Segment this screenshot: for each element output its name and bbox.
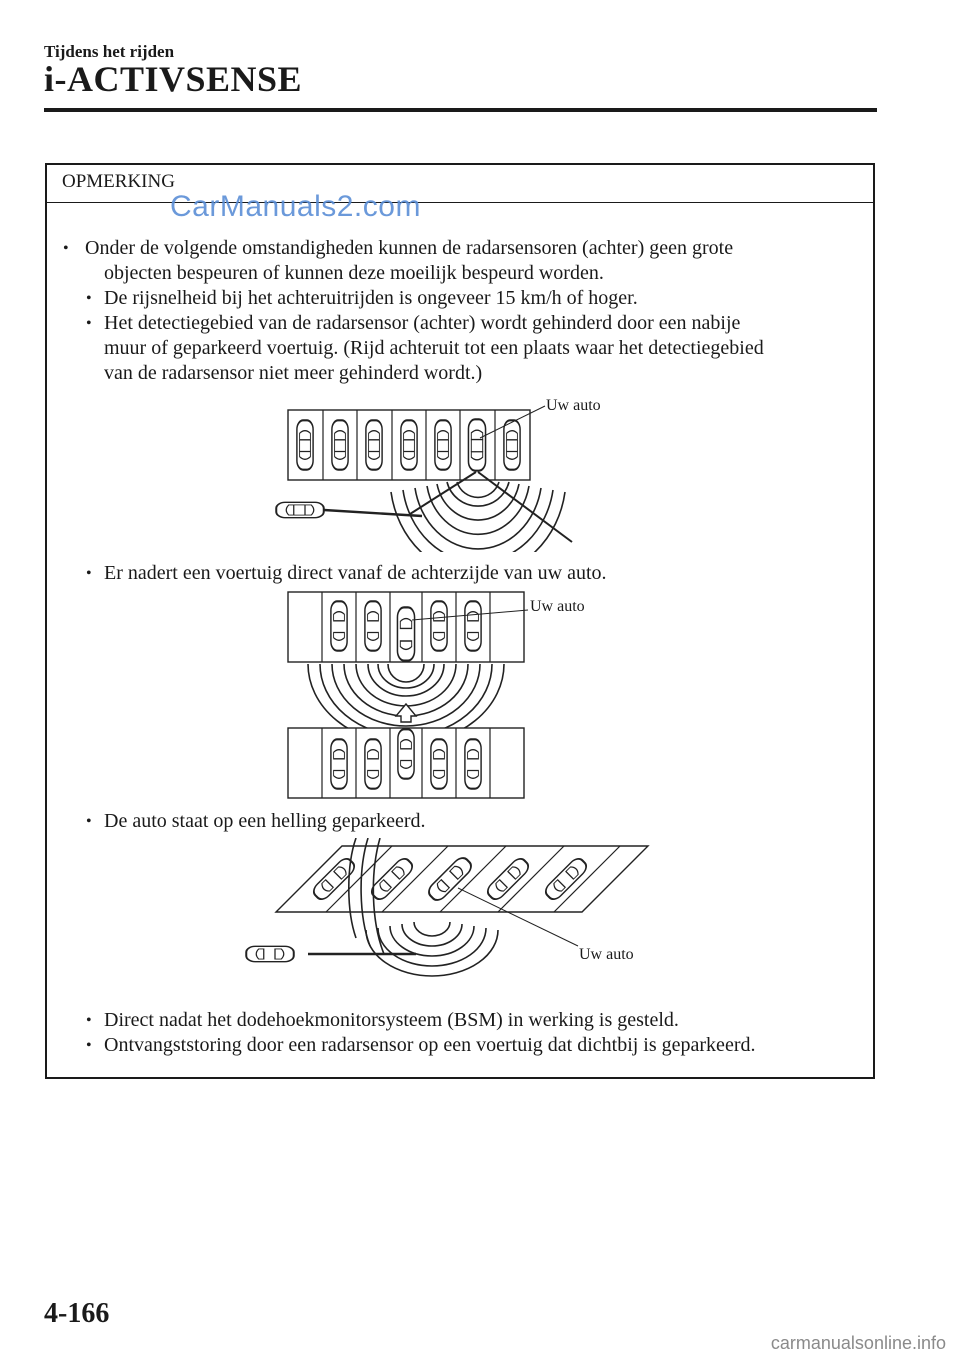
page-title: i-ACTIVSENSE (44, 59, 303, 99)
page-number: 4-166 (44, 1298, 110, 1329)
sub-item-line: De rijsnelheid bij het achteruitrijden is ongeveer 15 km/h of hoger. (104, 287, 638, 309)
bullet-icon: • (63, 240, 69, 257)
diagram-approaching-vehicle (282, 588, 532, 803)
diagram-reverse-parking-blocked (262, 392, 662, 552)
note-item-line: objecten bespeuren of kunnen deze moeilijk bespeurd worden. (104, 262, 604, 284)
sub-item-line: van de radarsensor niet meer gehinderd wordt.) (104, 362, 483, 384)
header-rule (44, 108, 877, 112)
sub-item-line: Ontvangststoring door een radarsensor op een voertuig dat dichtbij is geparkeerd. (104, 1034, 756, 1056)
bullet-icon: • (86, 315, 92, 332)
bullet-icon: • (86, 290, 92, 307)
own-car-label: Uw auto (579, 946, 634, 963)
sub-item-line: De auto staat op een helling geparkeerd. (104, 810, 426, 832)
bullet-icon: • (86, 813, 92, 830)
watermark-logo: CarManuals2.com (170, 190, 421, 223)
sub-item-line: Direct nadat het dodehoekmonitorsysteem (BSM) in werking is gesteld. (104, 1009, 679, 1031)
bullet-icon: • (86, 1037, 92, 1054)
section-header: Tijdens het rijden (44, 42, 175, 61)
bullet-icon: • (86, 1012, 92, 1029)
bullet-icon: • (86, 565, 92, 582)
note-item-line: Onder de volgende omstandigheden kunnen de radarsensoren (achter) geen grote (85, 237, 734, 259)
footer-watermark: carmanualsonline.info (770, 1333, 946, 1353)
sub-item-line: Het detectiegebied van de radarsensor (achter) wordt gehinderd door een nabije (104, 312, 741, 334)
own-car-label: Uw auto (530, 598, 585, 615)
note-title: OPMERKING (62, 171, 175, 192)
sub-item-line: muur of geparkeerd voertuig. (Rijd achteruit tot een plaats waar het detectiegebied (104, 337, 764, 359)
own-car-label: Uw auto (546, 397, 601, 414)
sub-item-line: Er nadert een voertuig direct vanaf de achterzijde van uw auto. (104, 562, 607, 584)
